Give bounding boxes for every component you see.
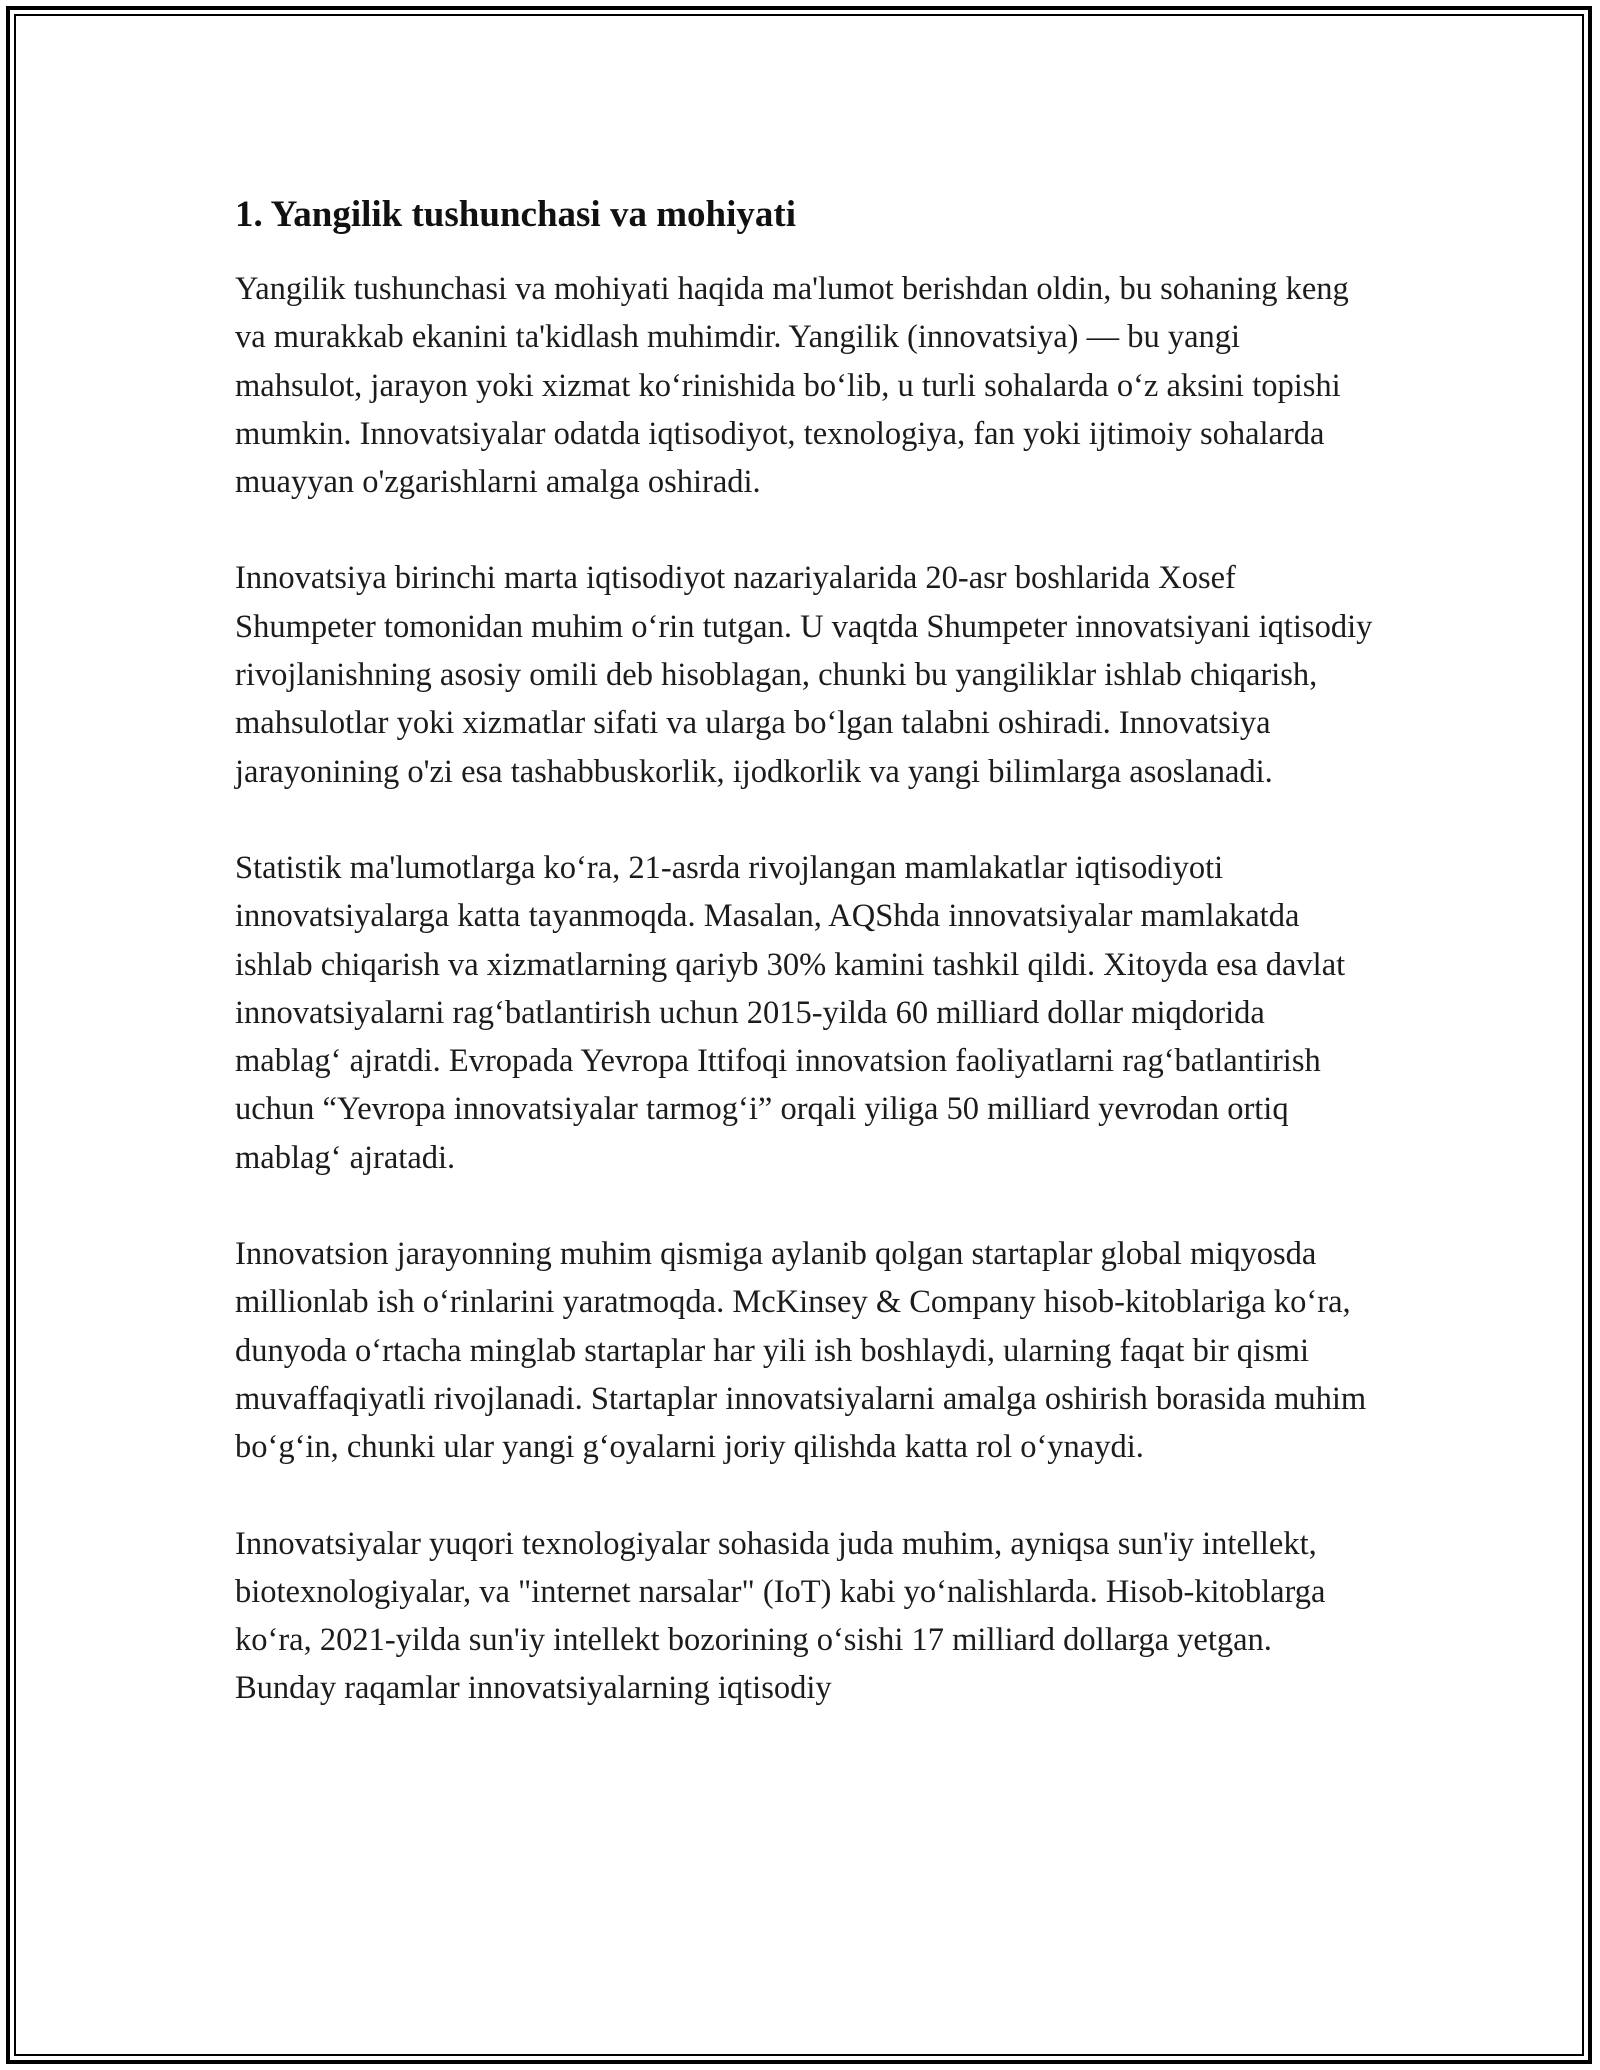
paragraph-high-tech: Innovatsiyalar yuqori texnologiyalar sohasida juda muhim, ayniqsa sun'iy intellekt, biotexnologiyalar, va "internet narsalar" (IoT) kabi yo‘nalishlarda. Hisob-kitoblarga ko‘ra, 2021-yilda sun'iy intellekt bozorining o‘sishi 17 milliard dollarga yetgan. Bunday raqamlar innovatsiyalarning iqtisodiy [235, 1525, 1326, 1707]
paragraph-intro: Yangilik tushunchasi va mohiyati haqida ma'lumot berishdan oldin, bu sohaning keng va murakkab ekanini ta'kidlash muhimdir. Yangilik (innovatsiya) — bu yangi mahsulot, jarayon yoki xizmat ko‘rinishida bo‘lib, u turli sohalarda o‘z aksini topishi mumkin. Innovatsiyalar odatda iqtisodiyot, texnologiya, fan yoki ijtimoiy sohalarda muayyan o'zgarishlarni amalga oshiradi. [235, 271, 1349, 501]
section-heading: 1. Yangilik tushunchasi va mohiyati [235, 194, 796, 235]
document-body [235, 187, 1375, 1761]
paragraph-startups: Innovatsion jarayonning muhim qismiga aylanib qolgan startaplar global miqyosda millionlab ish o‘rinlarini yaratmoqda. McKinsey & Company hisob-kitoblariga ko‘ra, dunyoda o‘rtacha minglab startaplar har yili ish boshlaydi, ularning faqat bir qismi muvaffaqiyatli rivojlanadi. Startaplar innovatsiyalarni amalga oshirish borasida muhim bo‘g‘in, chunki ular yangi g‘oyalarni joriy qilishda katta rol o‘ynaydi. [235, 1236, 1367, 1466]
paragraph-statistics: Statistik ma'lumotlarga ko‘ra, 21-asrda rivojlangan mamlakatlar iqtisodiyoti innovatsiyalarga katta tayanmoqda. Masalan, AQShda innovatsiyalar mamlakatda ishlab chiqarish va xizmatlarning qariyb 30% kamini tashkil qildi. Xitoyda esa davlat innovatsiyalarni rag‘batlantirish uchun 2015-yilda 60 milliard dollar miqdorida mablag‘ ajratdi. Evropada Yevropa Ittifoqi innovatsion faoliyatlarni rag‘batlantirish uchun “Yevropa innovatsiyalar tarmog‘i” orqali yiliga 50 milliard yevrodan ortiq mablag‘ ajratadi. [235, 849, 1346, 1176]
paragraph-schumpeter: Innovatsiya birinchi marta iqtisodiyot nazariyalarida 20-asr boshlarida Xosef Shumpeter tomonidan muhim o‘rin tutgan. U vaqtda Shumpeter innovatsiyani iqtisodiy rivojlanishning asosiy omili deb hisoblagan, chunki bu yangiliklar ishlab chiqarish, mahsulotlar yoki xizmatlar sifati va ularga bo‘lgan talabni oshiradi. Innovatsiya jarayonining o'zi esa tashabbuskorlik, ijodkorlik va yangi bilimlarga asoslanadi. [235, 560, 1373, 790]
